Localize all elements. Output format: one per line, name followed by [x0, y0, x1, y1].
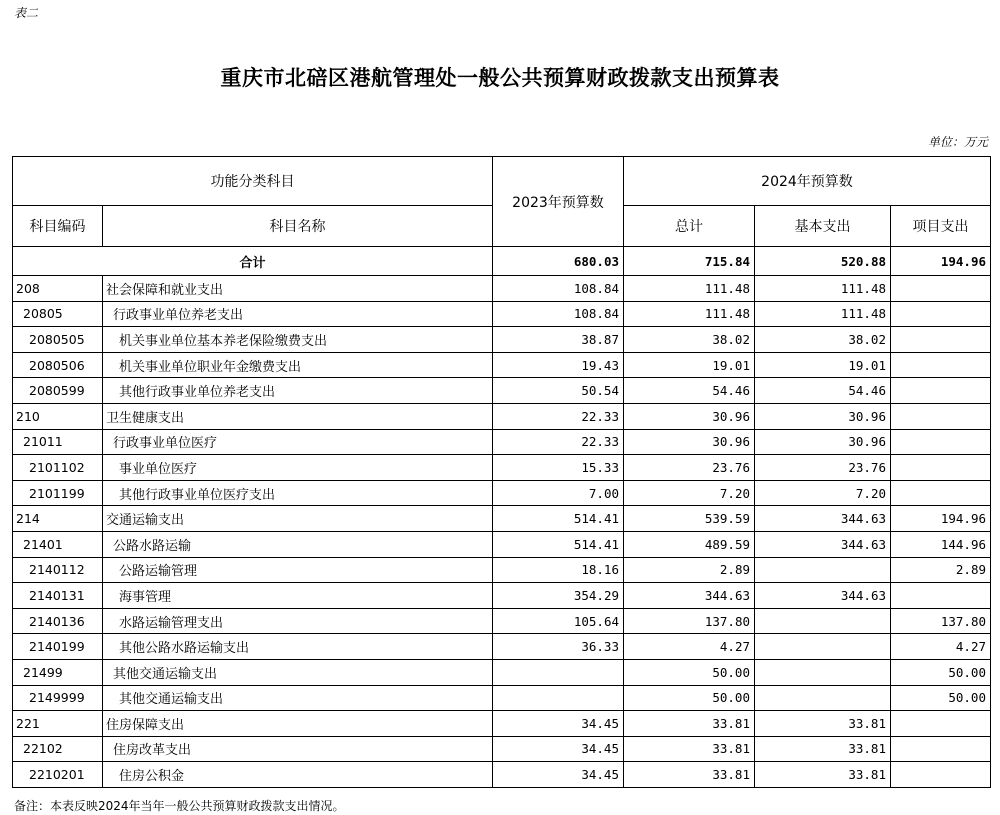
row-2024-basic: 33.81: [755, 736, 891, 762]
row-budget-2023: 38.87: [493, 327, 624, 353]
row-code: 214: [13, 506, 103, 532]
row-2024-project: 50.00: [891, 659, 991, 685]
row-code: 210: [13, 403, 103, 429]
row-code: 20805: [13, 301, 103, 327]
header-function-class: 功能分类科目: [13, 157, 493, 206]
row-name: 卫生健康支出: [103, 403, 493, 429]
row-name: 其他交通运输支出: [103, 659, 493, 685]
row-budget-2023: 108.84: [493, 276, 624, 302]
row-2024-total: 111.48: [624, 276, 755, 302]
row-2024-total: 539.59: [624, 506, 755, 532]
table-row: [13, 659, 991, 685]
row-2024-project: 194.96: [891, 506, 991, 532]
header-project: 项目支出: [891, 206, 991, 247]
row-code: 2140112: [13, 557, 103, 583]
row-2024-project: 144.96: [891, 531, 991, 557]
row-budget-2023: 50.54: [493, 378, 624, 404]
row-budget-2023: 18.16: [493, 557, 624, 583]
row-name: 海事管理: [103, 583, 493, 609]
row-code: 21401: [13, 531, 103, 557]
row-code: 2149999: [13, 685, 103, 711]
row-2024-total: 33.81: [624, 762, 755, 788]
row-2024-basic: [755, 685, 891, 711]
row-2024-basic: 344.63: [755, 583, 891, 609]
row-budget-2023: 22.33: [493, 429, 624, 455]
row-2024-project: [891, 736, 991, 762]
total-2024-basic: 520.88: [755, 247, 891, 276]
row-budget-2023: 34.45: [493, 736, 624, 762]
row-name: 住房公积金: [103, 762, 493, 788]
row-2024-project: [891, 276, 991, 302]
row-2024-basic: 54.46: [755, 378, 891, 404]
table-row: [13, 762, 991, 788]
row-2024-project: [891, 711, 991, 737]
row-2024-total: 344.63: [624, 583, 755, 609]
row-budget-2023: 19.43: [493, 352, 624, 378]
row-name: 其他交通运输支出: [103, 685, 493, 711]
total-label: 合计: [13, 247, 493, 276]
row-2024-project: [891, 352, 991, 378]
row-name: 其他公路水路运输支出: [103, 634, 493, 660]
row-2024-total: 33.81: [624, 711, 755, 737]
row-budget-2023: 34.45: [493, 762, 624, 788]
table-row: [13, 634, 991, 660]
row-name: 其他行政事业单位医疗支出: [103, 480, 493, 506]
row-name: 社会保障和就业支出: [103, 276, 493, 302]
row-code: 21011: [13, 429, 103, 455]
row-2024-basic: [755, 659, 891, 685]
row-2024-basic: 19.01: [755, 352, 891, 378]
row-2024-project: [891, 583, 991, 609]
row-2024-basic: 7.20: [755, 480, 891, 506]
row-2024-project: 4.27: [891, 634, 991, 660]
row-2024-total: 2.89: [624, 557, 755, 583]
row-2024-total: 111.48: [624, 301, 755, 327]
header-code: 科目编码: [13, 206, 103, 247]
table-row: [13, 685, 991, 711]
row-2024-total: 50.00: [624, 685, 755, 711]
row-2024-total: 137.80: [624, 608, 755, 634]
table-row: [13, 403, 991, 429]
row-2024-basic: 344.63: [755, 506, 891, 532]
header-budget-2024: 2024年预算数: [624, 157, 991, 206]
table-row: [13, 506, 991, 532]
row-code: 21499: [13, 659, 103, 685]
row-2024-total: 489.59: [624, 531, 755, 557]
row-2024-project: 50.00: [891, 685, 991, 711]
table-row: [13, 711, 991, 737]
table-row: [13, 583, 991, 609]
row-2024-basic: 30.96: [755, 429, 891, 455]
row-name: 行政事业单位养老支出: [103, 301, 493, 327]
row-name: 水路运输管理支出: [103, 608, 493, 634]
table-row: [13, 327, 991, 353]
row-2024-basic: 33.81: [755, 762, 891, 788]
row-budget-2023: 36.33: [493, 634, 624, 660]
row-2024-total: 54.46: [624, 378, 755, 404]
header-basic: 基本支出: [755, 206, 891, 247]
row-2024-total: 19.01: [624, 352, 755, 378]
row-name: 交通运输支出: [103, 506, 493, 532]
row-2024-basic: 38.02: [755, 327, 891, 353]
row-name: 事业单位医疗: [103, 455, 493, 481]
row-budget-2023: 354.29: [493, 583, 624, 609]
row-2024-project: 137.80: [891, 608, 991, 634]
row-code: 2210201: [13, 762, 103, 788]
row-budget-2023: 105.64: [493, 608, 624, 634]
row-code: 208: [13, 276, 103, 302]
row-name: 住房改革支出: [103, 736, 493, 762]
budget-table: [12, 156, 991, 788]
table-row: [13, 480, 991, 506]
row-budget-2023: 15.33: [493, 455, 624, 481]
row-2024-total: 50.00: [624, 659, 755, 685]
row-code: 2140199: [13, 634, 103, 660]
total-2024-project: 194.96: [891, 247, 991, 276]
row-2024-basic: 23.76: [755, 455, 891, 481]
table-row: [13, 608, 991, 634]
row-2024-basic: 111.48: [755, 301, 891, 327]
row-2024-basic: [755, 608, 891, 634]
row-name: 其他行政事业单位养老支出: [103, 378, 493, 404]
row-name: 公路水路运输: [103, 531, 493, 557]
row-2024-total: 23.76: [624, 455, 755, 481]
row-code: 2080505: [13, 327, 103, 353]
total-2023: 680.03: [493, 247, 624, 276]
row-2024-total: 33.81: [624, 736, 755, 762]
row-2024-project: [891, 403, 991, 429]
row-budget-2023: 514.41: [493, 506, 624, 532]
total-2024-total: 715.84: [624, 247, 755, 276]
table-row: [13, 736, 991, 762]
row-budget-2023: 514.41: [493, 531, 624, 557]
table-number-label: 表二: [14, 6, 39, 20]
row-2024-total: 38.02: [624, 327, 755, 353]
row-code: 22102: [13, 736, 103, 762]
row-2024-project: [891, 429, 991, 455]
row-2024-project: [891, 378, 991, 404]
row-name: 机关事业单位基本养老保险缴费支出: [103, 327, 493, 353]
row-name: 公路运输管理: [103, 557, 493, 583]
table-row: [13, 301, 991, 327]
row-budget-2023: [493, 685, 624, 711]
row-budget-2023: 108.84: [493, 301, 624, 327]
page-title: 重庆市北碚区港航管理处一般公共预算财政拨款支出预算表: [220, 65, 780, 90]
row-code: 2080599: [13, 378, 103, 404]
header-budget-2023: 2023年预算数: [493, 157, 624, 247]
row-2024-project: [891, 455, 991, 481]
row-2024-project: [891, 301, 991, 327]
row-2024-project: 2.89: [891, 557, 991, 583]
row-2024-project: [891, 327, 991, 353]
total-row: [13, 247, 991, 276]
row-2024-basic: 30.96: [755, 403, 891, 429]
row-2024-basic: [755, 557, 891, 583]
row-budget-2023: 22.33: [493, 403, 624, 429]
row-name: 机关事业单位职业年金缴费支出: [103, 352, 493, 378]
table-row: [13, 429, 991, 455]
row-code: 2140131: [13, 583, 103, 609]
row-2024-basic: 33.81: [755, 711, 891, 737]
row-budget-2023: 34.45: [493, 711, 624, 737]
table-row: [13, 455, 991, 481]
row-2024-basic: [755, 634, 891, 660]
row-code: 2140136: [13, 608, 103, 634]
footnote: 备注：本表反映2024年当年一般公共预算财政拨款支出情况。: [14, 799, 345, 813]
row-2024-total: 7.20: [624, 480, 755, 506]
row-2024-project: [891, 762, 991, 788]
table-body: [13, 276, 991, 788]
row-2024-total: 30.96: [624, 429, 755, 455]
table-row: [13, 531, 991, 557]
row-2024-basic: 111.48: [755, 276, 891, 302]
row-budget-2023: [493, 659, 624, 685]
row-code: 2101102: [13, 455, 103, 481]
row-2024-total: 4.27: [624, 634, 755, 660]
table-row: [13, 352, 991, 378]
unit-label: 单位：万元: [927, 135, 988, 149]
row-2024-total: 30.96: [624, 403, 755, 429]
row-budget-2023: 7.00: [493, 480, 624, 506]
row-code: 221: [13, 711, 103, 737]
row-2024-project: [891, 480, 991, 506]
row-code: 2080506: [13, 352, 103, 378]
table-row: [13, 276, 991, 302]
row-name: 行政事业单位医疗: [103, 429, 493, 455]
header-total: 总计: [624, 206, 755, 247]
table-row: [13, 378, 991, 404]
table-row: [13, 557, 991, 583]
header-name: 科目名称: [103, 206, 493, 247]
row-2024-basic: 344.63: [755, 531, 891, 557]
row-name: 住房保障支出: [103, 711, 493, 737]
row-code: 2101199: [13, 480, 103, 506]
